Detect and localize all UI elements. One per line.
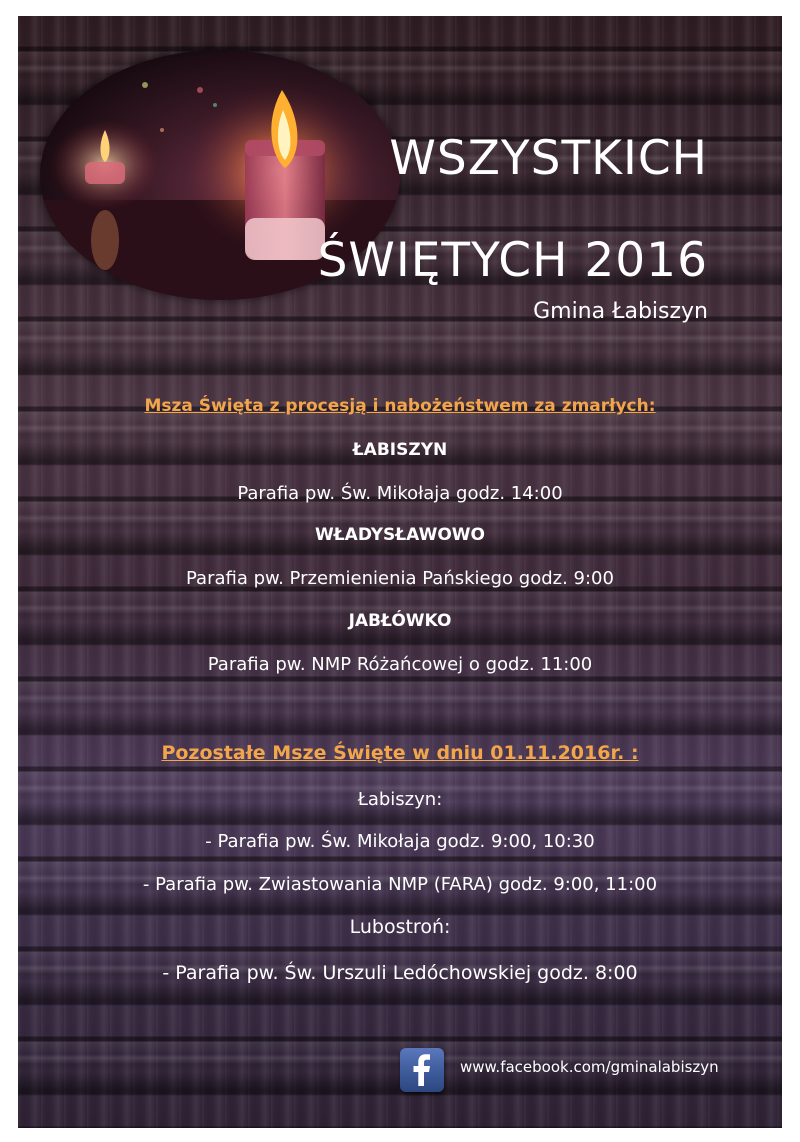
title-line-1: WSZYSTKICH xyxy=(389,131,708,186)
parish-detail: Parafia pw. NMP Różańcowej o godz. 11:00 xyxy=(207,654,593,675)
place-labiszyn: ŁABISZYN xyxy=(352,440,448,460)
list-item: - Parafia pw. Zwiastowania NMP (FARA) godz. 9:00, 11:00 xyxy=(142,874,658,895)
list-item: - Parafia pw. Św. Urszuli Ledóchowskiej godz. 8:00 xyxy=(162,962,638,984)
place-wladyslawowo: WŁADYSŁAWOWO xyxy=(315,525,485,545)
title-line-2: ŚWIĘTYCH 2016 xyxy=(317,233,708,288)
place-lubostron: Lubostroń: xyxy=(349,916,451,938)
poster xyxy=(18,16,782,1128)
section-heading-other-masses: Pozostałe Msze Święte w dniu 01.11.2016r. : xyxy=(161,742,639,764)
parish-detail: Parafia pw. Przemienienia Pańskiego godz. 9:00 xyxy=(186,568,614,589)
facebook-icon xyxy=(400,1048,444,1092)
section-heading-masses-procession: Msza Święta z procesją i nabożeństwem za zmarłych: xyxy=(144,396,656,416)
place-jablowko: JABŁÓWKO xyxy=(348,611,452,631)
place-labiszyn-2: Łabiszyn: xyxy=(357,789,443,810)
list-item: - Parafia pw. Św. Mikołaja godz. 9:00, 10:30 xyxy=(205,831,595,852)
subtitle: Gmina Łabiszyn xyxy=(533,299,708,324)
facebook-link[interactable]: www.facebook.com/gminalabiszyn xyxy=(460,1058,719,1076)
page-title xyxy=(288,108,708,312)
parish-detail: Parafia pw. Św. Mikołaja godz. 14:00 xyxy=(237,483,563,504)
